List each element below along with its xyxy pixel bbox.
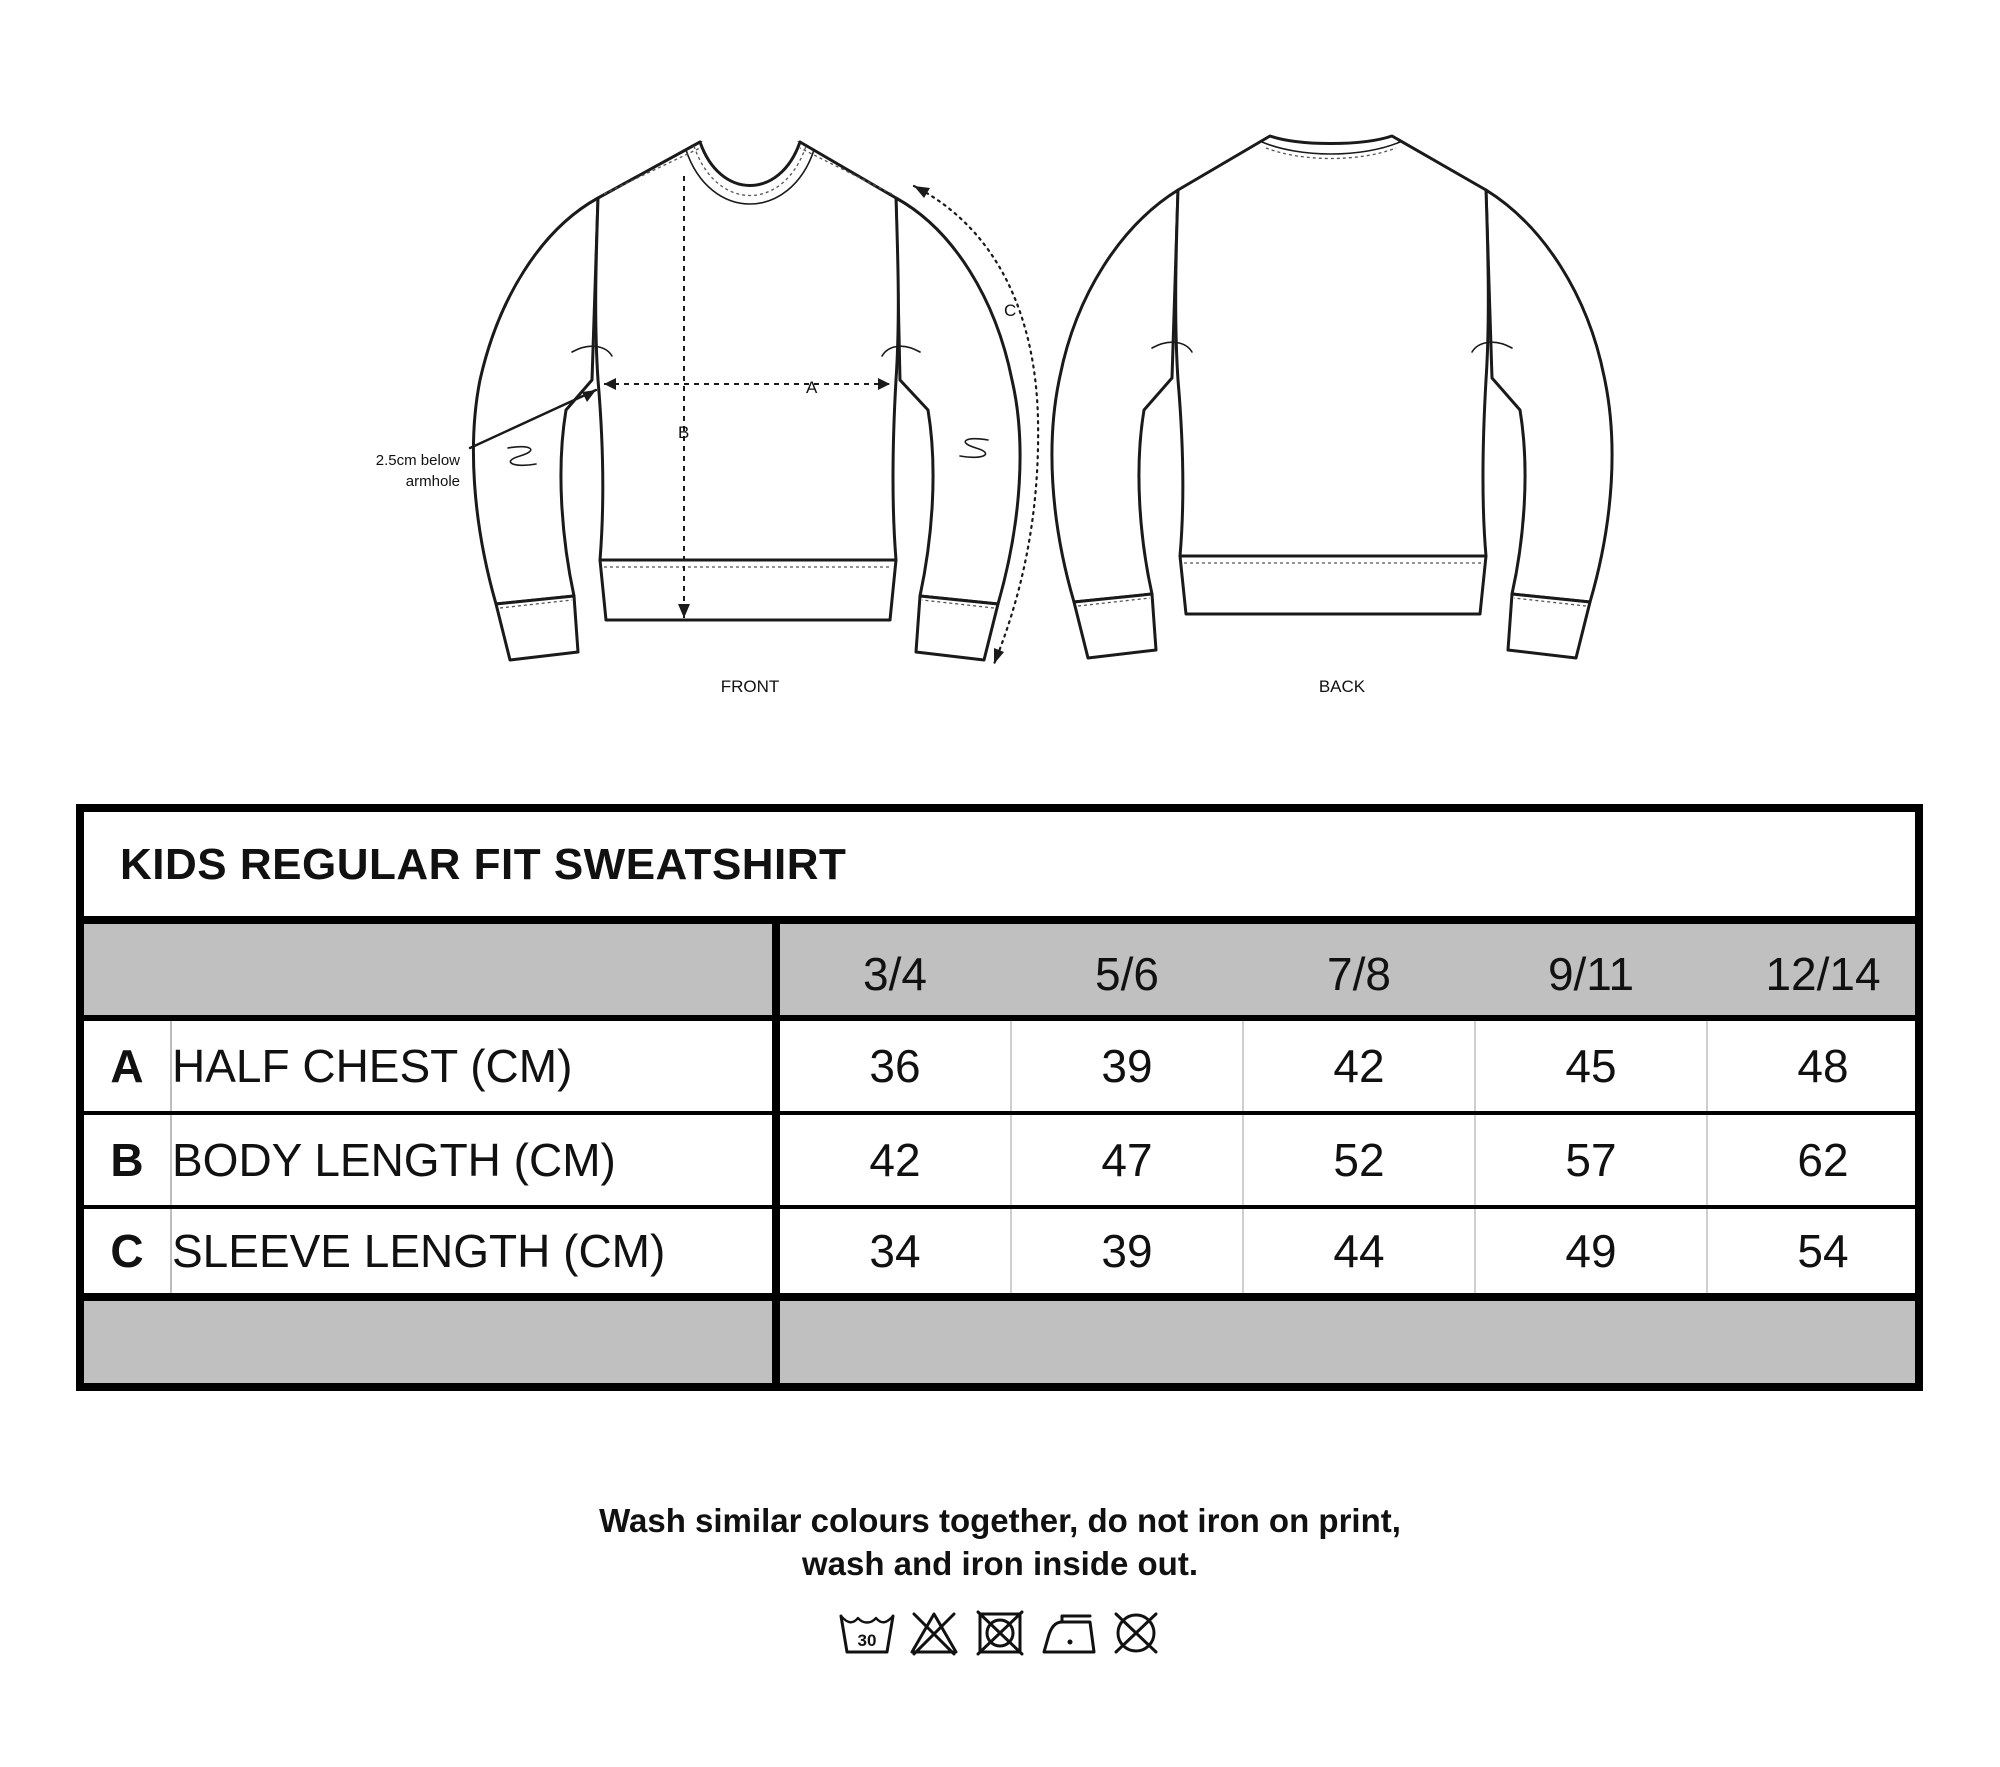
measure-value: 52 [1244,1115,1476,1205]
size-header: 5/6 [1095,947,1159,1000]
measure-label: SLEEVE LENGTH (CM) [172,1225,666,1277]
measure-b-label: B [678,423,690,442]
measure-value: 49 [1476,1209,1708,1293]
sweatshirt-illustration [0,0,2000,720]
size-header: 9/11 [1547,947,1635,1000]
measure-value: 47 [1012,1115,1244,1205]
measure-value: 36 [780,1021,1012,1111]
table-title: KIDS REGULAR FIT SWEATSHIRT [120,840,847,889]
table-row [84,1209,1915,1301]
measure-letter: B [84,1115,172,1205]
armhole-note-line1: 2.5cm below [375,452,460,469]
measure-letter: A [84,1021,172,1111]
measure-value: 45 [1476,1021,1708,1111]
front-label: FRONT [720,677,780,696]
care-line-2: wash and iron inside out. [801,1545,1199,1582]
measure-a-label: A [806,378,818,397]
back-label: BACK [1318,677,1366,696]
care-symbols [838,1608,1168,1658]
measure-letter: C [84,1209,172,1293]
care-instructions [0,1499,2000,1585]
measure-value: 54 [1797,1225,1849,1277]
measure-value: 39 [1012,1021,1244,1111]
measure-value: 48 [1797,1040,1849,1092]
table-title-row [84,812,1915,924]
garment-diagram [0,0,2000,720]
measure-value: 34 [780,1209,1012,1293]
do-not-bleach-icon [908,1608,960,1658]
back-sweatshirt-drawing [1052,136,1612,658]
measure-value: 39 [1012,1209,1244,1293]
measure-label: BODY LENGTH (CM) [172,1134,616,1186]
size-header-row [84,924,1915,1021]
measure-value: 57 [1476,1115,1708,1205]
iron-icon [1040,1608,1098,1658]
armhole-note-line2: armhole [405,473,460,490]
measure-label: HALF CHEST (CM) [172,1040,573,1092]
size-header: 12/14 [1765,947,1881,1000]
size-header: 7/8 [1327,947,1391,1000]
table-row [84,1115,1915,1209]
wash-temperature: 30 [857,1631,877,1650]
care-line-1: Wash similar colours together, do not iron on print, [599,1502,1401,1539]
wash-30-icon [838,1608,896,1658]
size-header: 3/4 [863,947,927,1000]
do-not-dry-clean-icon [1110,1608,1162,1658]
column-divider [772,924,780,1383]
measure-value: 44 [1244,1209,1476,1293]
measure-c-label: C [1004,301,1017,320]
size-chart-table [76,804,1923,1391]
table-footer-row [84,1301,1915,1383]
do-not-tumble-dry-icon [974,1608,1026,1658]
measure-value: 42 [780,1115,1012,1205]
measure-value: 42 [1244,1021,1476,1111]
table-row [84,1021,1915,1115]
front-sweatshirt-drawing [470,142,1038,664]
measure-value: 62 [1797,1134,1849,1186]
